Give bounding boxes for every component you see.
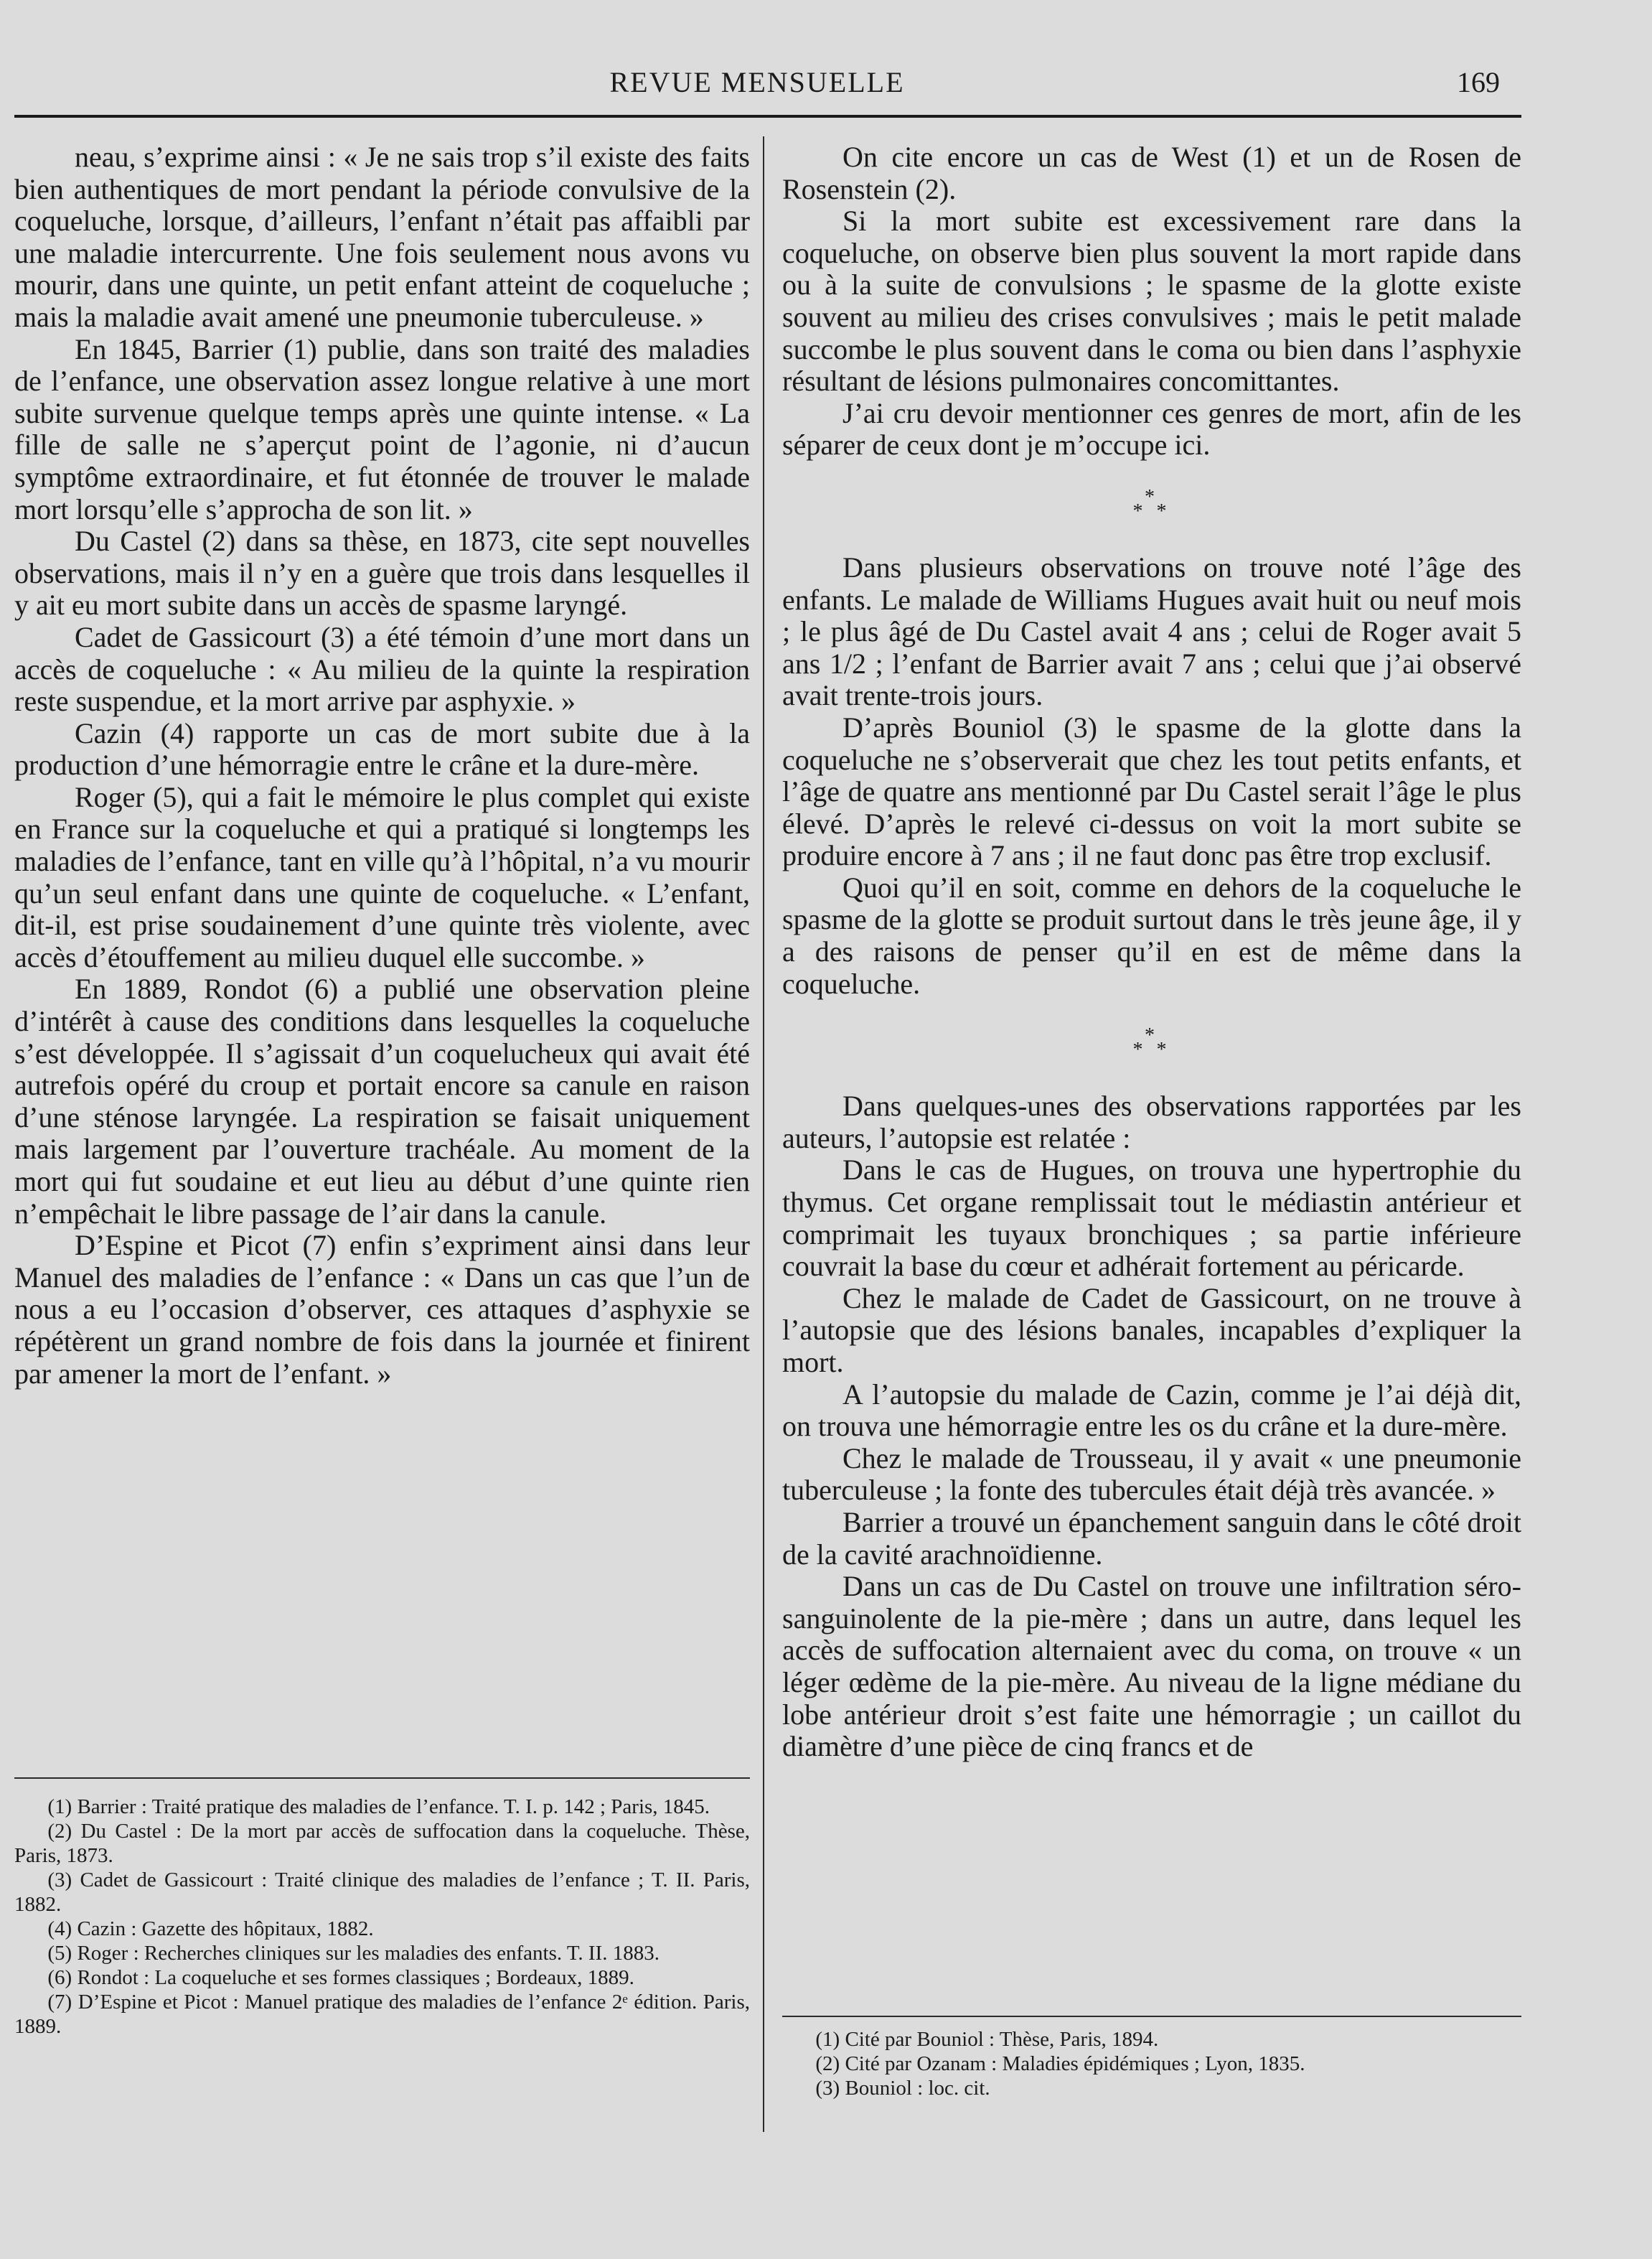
page-number: 169	[1457, 66, 1500, 98]
asterism-top-star: *	[1145, 1024, 1159, 1047]
paragraph: A l’autopsie du malade de Cazin, comme je l’ai déjà dit, on trouva une hémorragie entre les os du crâne et la dure-mère.	[782, 1378, 1521, 1443]
left-footnotes	[14, 1777, 750, 2039]
running-title: REVUE MENSUELLE	[609, 66, 905, 98]
footnote: (2) Du Castel : De la mort par accès de suffocation dans la coqueluche. Thèse, Paris, 1873.	[14, 1820, 750, 1867]
asterism-bottom-stars	[782, 1039, 1521, 1062]
footnote: (2) Cité par Ozanam : Maladies épidémiques ; Lyon, 1835.	[815, 2052, 1305, 2075]
asterism-star: *	[1156, 500, 1171, 523]
asterism-star: *	[1132, 1039, 1148, 1062]
footnote: (3) Cadet de Gassicourt : Traité clinique des maladies de l’enfance ; T. II. Paris, 1882.	[14, 1869, 750, 1916]
paragraph: Barrier a trouvé un épanchement sanguin dans le côté droit de la cavité arachnoïdienne.	[782, 1505, 1521, 1571]
paragraph: Cazin (4) rapporte un cas de mort subite due à la production d’une hémorragie entre le crâne et la dure-mère.	[14, 716, 750, 782]
paragraph: Roger (5), qui a fait le mémoire le plus complet qui existe en France sur la coqueluche et qui a pratiqué si longtemps les maladies de l’enfance, tant en ville qu’à l’hôpital, n’a vu mourir qu’un seul enfant dans une quinte de coqueluche. « L’enfant, dit-il, est prise soudainement d’une quinte très violente, avec accès d’étouffement au milieu duquel elle succombe. »	[14, 780, 750, 973]
paragraph: Quoi qu’il en soit, comme en dehors de la coqueluche le spasme de la glotte se produit surtout dans le très jeune âge, il y a des raisons de penser qu’il en est de même dans la coqueluche.	[782, 871, 1521, 1000]
footnote: (6) Rondot : La coqueluche et ses formes classiques ; Bordeaux, 1889.	[47, 1966, 634, 1989]
paragraph: Dans un cas de Du Castel on trouve une infiltration séro-sanguinolente de la pie-mère ; dans un autre, dans lequel les accès de suffocation alternaient avec du coma, on trouve « un léger œdème de la pie-mère. Au niveau de la ligne médiane du lobe antérieur droit s’est faite une hémorragie ; un caillot du diamètre d’une pièce de cinq francs et de	[782, 1570, 1521, 1763]
paragraph: En 1845, Barrier (1) publie, dans son traité des maladies de l’enfance, une observation assez longue relative à une mort subite survenue quelque temps après une quinte intense. « La fille de salle ne s’aperçut point de l’agonie, ni d’aucun symptôme extraordinaire, et fut étonnée de trouver le malade mort lorsqu’elle s’approcha de son lit. »	[14, 332, 750, 525]
footnote: (3) Bouniol : loc. cit.	[815, 2077, 990, 2100]
asterism-bottom-stars	[782, 500, 1521, 523]
paragraph: D’Espine et Picot (7) enfin s’expriment ainsi dans leur Manuel des maladies de l’enfance : « Dans un cas que l’un de nous a eu l’occasion d’observer, ces attaques d’asphyxie se répétèrent un grand nombre de fois dans la journée et finirent par amener la mort de l’enfant. »	[14, 1229, 750, 1390]
asterism-top-star: *	[1145, 485, 1159, 508]
paragraph: Du Castel (2) dans sa thèse, en 1873, cite sept nouvelles observations, mais il n’y en a guère que trois dans lesquelles il y ait eu mort subite dans un accès de spasme laryngé.	[14, 525, 750, 622]
paragraph: D’après Bouniol (3) le spasme de la glotte dans la coqueluche ne s’observerait que chez les tout petits enfants, et l’âge de quatre ans mentionné par Du Castel serait l’âge le plus élevé. D’après le relevé ci-dessus on voit la mort subite se produire encore à 7 ans ; il ne faut donc pas être trop exclusif.	[782, 711, 1521, 872]
header-rule	[14, 115, 1521, 118]
footnote-rule	[782, 2016, 1521, 2017]
right-column	[782, 141, 1521, 1763]
footnote: (1) Barrier : Traité pratique des maladies de l’enfance. T. I. p. 142 ; Paris, 1845.	[47, 1795, 710, 1818]
footnote-rule	[14, 1777, 750, 1779]
paragraph: neau, s’exprime ainsi : « Je ne sais trop s’il existe des faits bien authentiques de mort pendant la période convulsive de la coqueluche, lorsque, d’ailleurs, l’enfant n’était pas affaibli par une maladie intercurrente. Une fois seulement nous avons vu mourir, dans une quinte, un petit enfant atteint de coqueluche ; mais la maladie avait amené une pneumonie tuberculeuse. »	[14, 141, 750, 333]
footnote: (7) D’Espine et Picot : Manuel pratique des maladies de l’enfance 2ᵉ édition. Paris, 1889.	[14, 1991, 750, 2038]
column-divider	[763, 136, 764, 2132]
paragraph: Dans le cas de Hugues, on trouva une hypertrophie du thymus. Cet organe remplissait tout le médiastin antérieur et comprimait les tuyaux bronchiques ; sa partie inférieure couvrait la base du cœur et adhérait fortement au péricarde.	[782, 1154, 1521, 1283]
section-asterism	[782, 485, 1521, 523]
paragraph: On cite encore un cas de West (1) et un de Rosen de Rosenstein (2).	[782, 141, 1521, 205]
paragraph: Chez le malade de Cadet de Gassicourt, on ne trouve à l’autopsie que des lésions banales, incapables d’expliquer la mort.	[782, 1281, 1521, 1378]
footnote: (1) Cité par Bouniol : Thèse, Paris, 1894.	[815, 2028, 1159, 2051]
asterism-star: *	[1156, 1039, 1171, 1062]
paragraph: Dans quelques-unes des observations rapportées par les auteurs, l’autopsie est relatée :	[782, 1090, 1521, 1154]
section-asterism	[782, 1024, 1521, 1062]
paragraph: Cadet de Gassicourt (3) a été témoin d’une mort dans un accès de coqueluche : « Au milieu de la quinte la respiration reste suspendue, et la mort arrive par asphyxie. »	[14, 620, 750, 718]
right-footnotes	[782, 2016, 1521, 2100]
paragraph: En 1889, Rondot (6) a publié une observation pleine d’intérêt à cause des conditions dans lesquelles la coqueluche s’est développée. Il s’agissait d’un coquelucheux qui avait été autrefois opéré du croup et portait encore sa canule en raison d’une sténose laryngée. La respiration se faisait uniquement mais largement par l’ouverture trachéale. Au moment de la mort qui fut soudaine et eut lieu au début d’une quinte rien n’empêchait le libre passage de l’air dans la canule.	[14, 973, 750, 1230]
footnote: (4) Cazin : Gazette des hôpitaux, 1882.	[47, 1917, 374, 1940]
paragraph: Si la mort subite est excessivement rare dans la coqueluche, on observe bien plus souvent la mort rapide dans ou à la suite de convulsions ; le spasme de la glotte existe souvent au milieu des crises convulsives ; mais le petit malade succombe le plus souvent dans le coma ou bien dans l’asphyxie résultant de lésions pulmonaires concomittantes.	[782, 205, 1521, 398]
running-head	[14, 61, 1500, 106]
asterism-star: *	[1132, 500, 1148, 523]
paragraph: Dans plusieurs observations on trouve noté l’âge des enfants. Le malade de Williams Hugues avait huit ou neuf mois ; le plus âgé de Du Castel avait 4 ans ; celui de Roger avait 5 ans 1/2 ; l’enfant de Barrier avait 7 ans ; celui que j’ai observé avait trente-trois jours.	[782, 551, 1521, 712]
paragraph: J’ai cru devoir mentionner ces genres de mort, afin de les séparer de ceux dont je m’occupe ici.	[782, 396, 1521, 462]
left-column	[14, 141, 750, 1390]
paragraph: Chez le malade de Trousseau, il y avait « une pneumonie tuberculeuse ; la fonte des tubercules était déjà très avancée. »	[782, 1441, 1521, 1507]
footnote: (5) Roger : Recherches cliniques sur les maladies des enfants. T. II. 1883.	[47, 1942, 660, 1965]
